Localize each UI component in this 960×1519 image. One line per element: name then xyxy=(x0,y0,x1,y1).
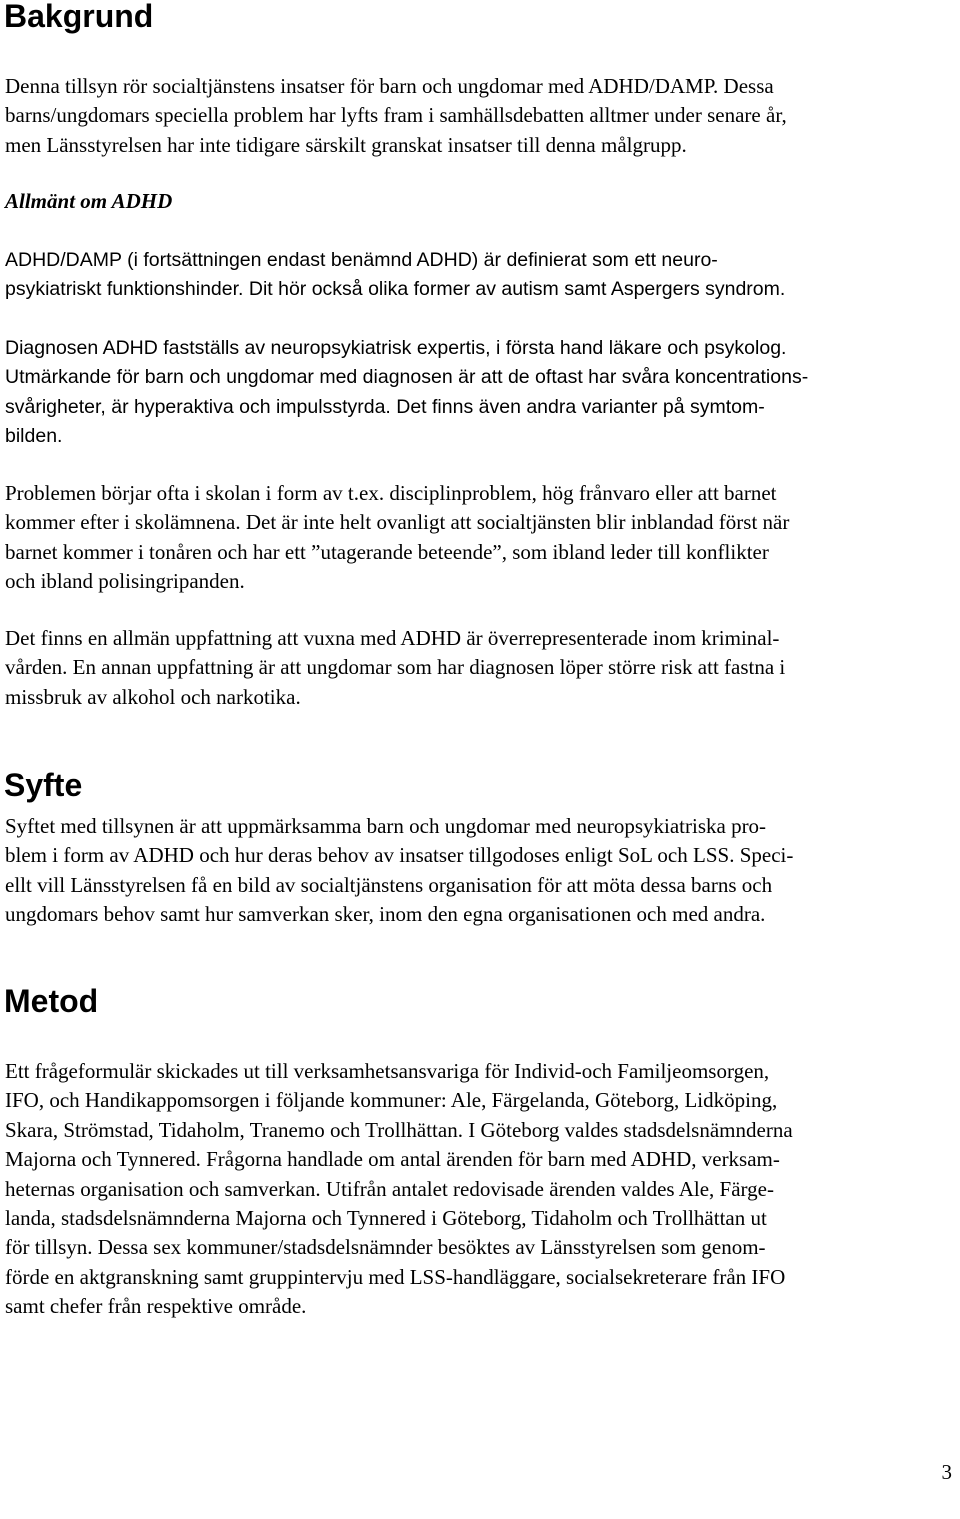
heading-syfte: Syfte xyxy=(4,767,83,803)
text-line: IFO, och Handikappomsorgen i följande kommuner: Ale, Färgelanda, Göteborg, Lidköping, xyxy=(5,1088,778,1113)
text-line: Problemen börjar ofta i skolan i form av t.ex. disciplinproblem, hög frånvaro eller att barnet xyxy=(5,481,777,505)
paragraph-adhd-definition xyxy=(5,246,785,305)
paragraph-syfte xyxy=(5,812,793,930)
text-line: vården. En annan uppfattning är att ungdomar som har diagnosen löper större risk att fastna i xyxy=(5,655,786,680)
heading-bakgrund: Bakgrund xyxy=(4,0,154,34)
text-line: Det finns en allmän uppfattning att vuxna med ADHD är överrepresenterade inom kriminal- xyxy=(5,626,780,650)
paragraph-kriminalvarden xyxy=(5,624,785,712)
text-line: Majorna och Tynnered. Frågorna handlade om antal ärenden för barn med ADHD, verksam- xyxy=(5,1147,780,1172)
text-line: psykiatriskt funktionshinder. Dit hör också olika former av autism samt Aspergers syndrom. xyxy=(5,278,786,301)
paragraph-adhd-diagnos xyxy=(5,334,808,452)
text-line: ungdomars behov samt hur samverkan sker, inom den egna organisationen och med andra. xyxy=(5,902,766,927)
paragraph-metod xyxy=(5,1057,793,1322)
text-line: ADHD/DAMP (i fortsättningen endast benämnd ADHD) är definierat som ett neuro- xyxy=(5,249,718,271)
text-line: förde en aktgranskning samt gruppintervju med LSS-handläggare, socialsekreterare från IFO xyxy=(5,1264,786,1289)
text-line: Ett frågeformulär skickades ut till verksamhetsansvariga för Individ-och Familjeomsorgen, xyxy=(5,1059,770,1083)
text-line: Denna tillsyn rör socialtjänstens insatser för barn och ungdomar med ADHD/DAMP. Dessa xyxy=(5,74,774,98)
text-line: Syftet med tillsynen är att uppmärksamma barn och ungdomar med neuropsykiatriska pro- xyxy=(5,814,767,838)
text-line: barns/ungdomars speciella problem har lyfts fram i samhällsdebatten alltmer under senare år, xyxy=(5,103,787,128)
text-line: blem i form av ADHD och hur deras behov av insatser tillgodoses enligt SoL och LSS. Speci- xyxy=(5,843,794,868)
text-line: och ibland polisingripanden. xyxy=(5,569,245,594)
subheading-allmant-om-adhd: Allmänt om ADHD xyxy=(5,189,173,213)
text-line: barnet kommer i tonåren och har ett ”utagerande beteende”, som ibland leder till konflikter xyxy=(5,539,769,564)
text-line: landa, stadsdelsnämnderna Majorna och Tynnered i Göteborg, Tidaholm och Trollhättan ut xyxy=(5,1205,767,1230)
text-line: missbruk av alkohol och narkotika. xyxy=(5,684,301,709)
paragraph-bakgrund-intro xyxy=(5,72,787,160)
text-line: svårigheter, är hyperaktiva och impulsstyrda. Det finns även andra varianter på symtom- xyxy=(5,395,765,418)
text-line: samt chefer från respektive område. xyxy=(5,1294,307,1319)
text-line: Diagnosen ADHD fastställs av neuropsykiatrisk expertis, i första hand läkare och psykolog. xyxy=(5,337,787,359)
text-line: kommer efter i skolämnena. Det är inte helt ovanligt att socialtjänsten blir inblandad först när xyxy=(5,510,790,535)
text-line: men Länsstyrelsen har inte tidigare särskilt granskat insatser till denna målgrupp. xyxy=(5,132,687,157)
text-line: Skara, Strömstad, Tidaholm, Tranemo och Trollhättan. I Göteborg valdes stadsdelsnämnderna xyxy=(5,1117,793,1142)
heading-metod: Metod xyxy=(4,983,99,1019)
text-line: ellt vill Länsstyrelsen få en bild av socialtjänstens organisation för att möta dessa barns och xyxy=(5,872,773,897)
text-line: Utmärkande för barn och ungdomar med diagnosen är att de oftast har svåra koncentrations- xyxy=(5,366,809,389)
text-line: för tillsyn. Dessa sex kommuner/stadsdelsnämnder besöktes av Länsstyrelsen som genom- xyxy=(5,1235,766,1260)
paragraph-problem-skolan xyxy=(5,479,789,597)
text-line: heternas organisation och samverkan. Utifrån antalet redovisade ärenden valdes Ale, Färge- xyxy=(5,1176,774,1201)
text-line: bilden. xyxy=(5,425,63,448)
page-number: 3 xyxy=(941,1460,952,1484)
